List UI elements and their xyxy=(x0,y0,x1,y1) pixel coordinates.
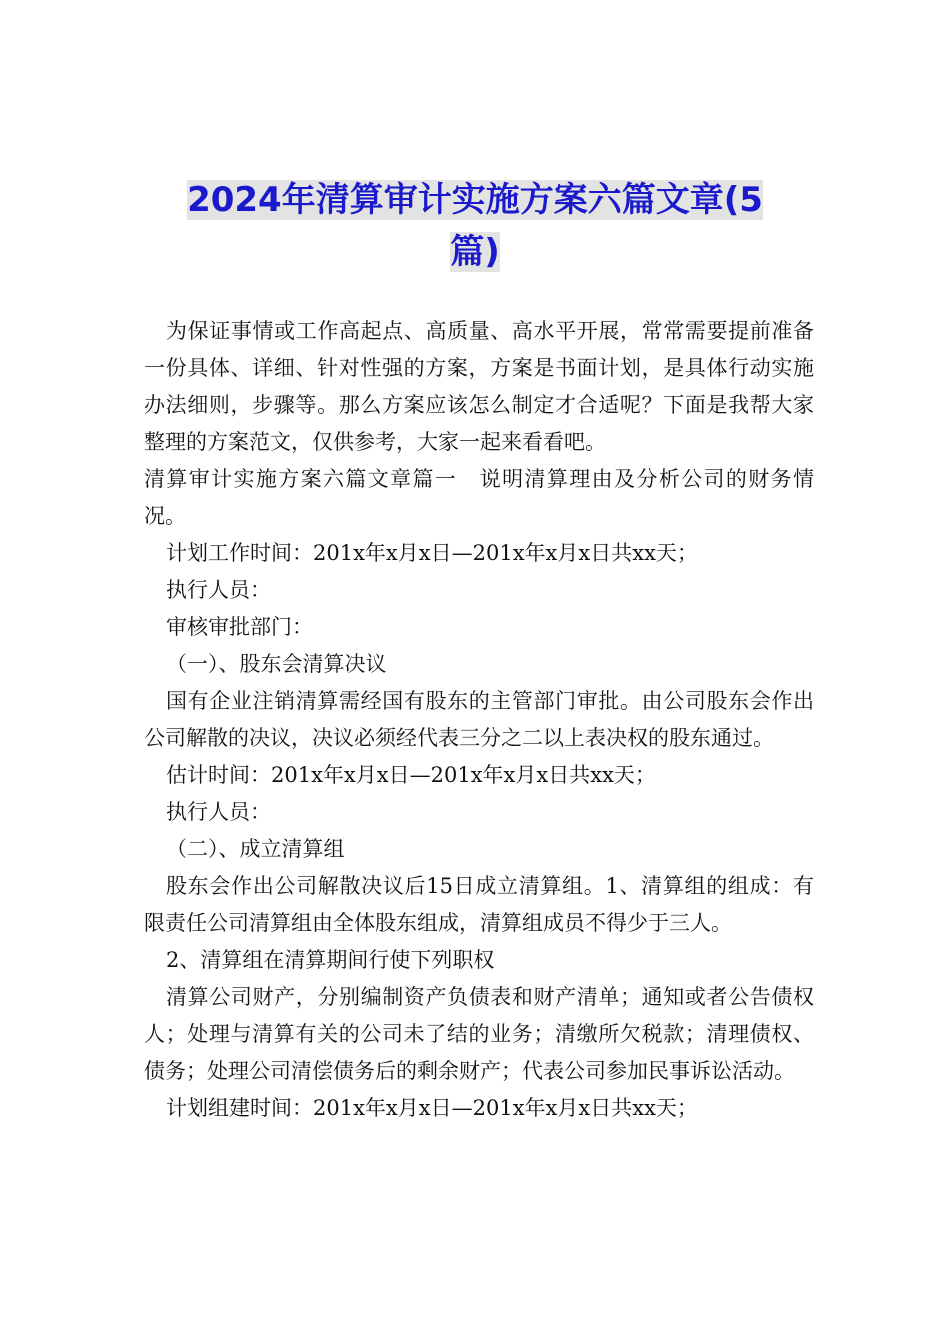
approval-dept-line: 审核审批部门： xyxy=(166,615,313,639)
executor-line: 执行人员： xyxy=(166,578,271,602)
intro-paragraph: 为保证事情或工作高起点、高质量、高水平开展，常常需要提前准备一份具体、详细、针对性强的方案，方案是书面计划，是具体行动实施办法细则，步骤等。那么方案应该怎么制定才合适呢？下面是我帮大家整理的方案范文，仅供参考，大家一起来看看吧。 xyxy=(144,319,814,454)
title-line-1: 2024年清算审计实施方案六篇文章(5 xyxy=(187,180,763,220)
document-title xyxy=(150,174,800,278)
estimate-time-line: 估计时间：201x年x月x日—201x年x月x日共xx天； xyxy=(166,763,656,787)
subheading-clearing-group: （二）、成立清算组 xyxy=(166,837,345,861)
build-time-line: 计划组建时间：201x年x月x日—201x年x月x日共xx天； xyxy=(166,1096,698,1120)
title-line-2: 篇) xyxy=(450,232,500,272)
paragraph-clearing-group: 股东会作出公司解散决议后15日成立清算组。1、清算组的组成：有限责任公司清算组由全体股东组成，清算组成员不得少于三人。 xyxy=(144,874,814,935)
subheading-shareholder-resolution: （一）、股东会清算决议 xyxy=(166,652,387,676)
plan-time-line: 计划工作时间：201x年x月x日—201x年x月x日共xx天； xyxy=(166,541,698,565)
section-heading-1: 清算审计实施方案六篇文章篇一 说明清算理由及分析公司的财务情况。 xyxy=(144,467,814,528)
paragraph-group-powers: 清算公司财产，分别编制资产负债表和财产清单；通知或者公告债权人；处理与清算有关的公司未了结的业务；清缴所欠税款；清理债权、债务；处理公司清偿债务后的剩余财产；代表公司参加民事诉讼活动。 xyxy=(144,985,814,1083)
executor-line-2: 执行人员： xyxy=(166,800,271,824)
document-body xyxy=(144,313,814,1127)
paragraph-state-enterprise: 国有企业注销清算需经国有股东的主管部门审批。由公司股东会作出公司解散的决议，决议必须经代表三分之二以上表决权的股东通过。 xyxy=(144,689,814,750)
subheading-group-powers: 2、清算组在清算期间行使下列职权 xyxy=(166,948,495,972)
